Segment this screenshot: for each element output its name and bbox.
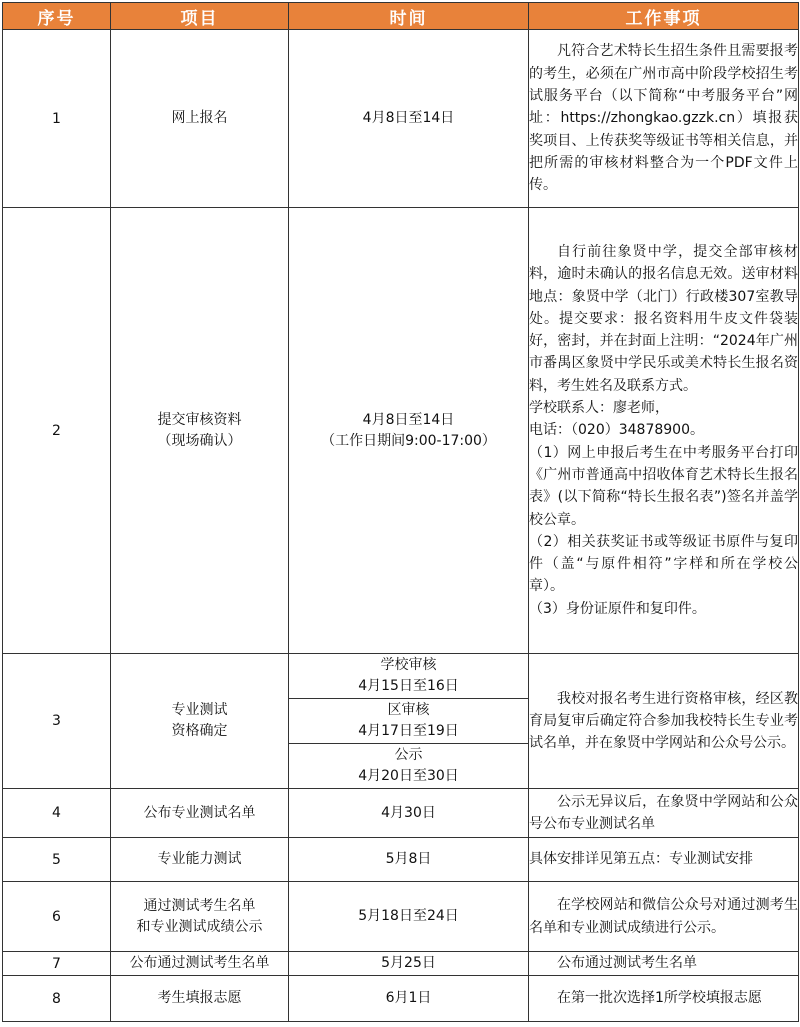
row-item-line: 提交审核资料 [157,411,242,428]
table-row [3,952,799,976]
row-tasks [529,952,799,976]
task-text: 电话：（020）34878900。 [529,422,704,439]
row-time [289,208,529,654]
table-row [3,30,799,208]
row-no: 1 [3,30,111,208]
task-text: 在第一批次选择1所学校填报志愿 [557,990,762,1007]
row-item: 考生填报志愿 [111,976,289,1022]
row-no: 8 [3,976,111,1022]
task-text: 公示无异议后，在象贤中学网站和公众号公布专业测试名单 [529,793,798,832]
row-time-line: 4月8日至14日 [362,411,455,428]
row-tasks [529,208,799,654]
task-text: （1）网上申报后考生在中考服务平台打印《广州市普通高中招收体育艺术特长生报名表》(以下简称“特长生报名表”)签名并盖学校公章。 [529,444,798,528]
row-item-line: （现场确认） [157,432,242,449]
row-item-line: 通过测试考生名单 [143,897,256,914]
row-item-line: 和专业测试成绩公示 [136,918,263,935]
row-tasks [529,976,799,1022]
table-row [3,208,799,654]
header-time: 时间 [289,3,529,30]
task-text: 公布通过测试考生名单 [557,955,697,972]
row-no: 4 [3,789,111,838]
row-time-sub [289,699,529,744]
row-item: 公布通过测试考生名单 [111,952,289,976]
task-text: 学校联系人：廖老师， [529,400,669,417]
row-item-line: 资格确定 [171,723,228,739]
row-no: 6 [3,882,111,952]
row-time: 6月1日 [289,976,529,1022]
task-text: 具体安排详见第五点：专业测试安排 [529,851,753,868]
row-time: 5月18日至24日 [289,882,529,952]
sub-label: 公示 [394,747,423,763]
row-time-sub [289,744,529,789]
sub-dates: 4月17日至19日 [358,723,459,739]
row-time-sub [289,654,529,699]
row-no: 5 [3,838,111,882]
task-text: （2）相关获奖证书或等级证书原件与复印件（盖“与原件相符”字样和所在学校公章）。 [529,533,798,595]
sub-dates: 4月20日至30日 [358,768,459,784]
row-tasks [529,654,799,789]
row-item-line: 专业测试 [171,702,228,718]
sub-label: 学校审核 [380,657,437,673]
row-time: 5月25日 [289,952,529,976]
sub-label: 区审核 [387,702,430,718]
task-text: 凡符合艺术特长生招生条件且需要报考的考生，必须在广州市高中阶段学校招生考试服务平台（以下简称“中考服务平台”网址：https://zhongkao.gzzk.cn）填报获奖项目、上传获奖等级证书等相关信息，并把所需的审核材料整合为一个PDF文件上传。 [529,43,798,194]
table-row [3,789,799,838]
row-no: 2 [3,208,111,654]
table-row [3,976,799,1022]
sub-dates: 4月15日至16日 [358,678,459,694]
header-no: 序号 [3,3,111,30]
row-tasks [529,789,799,838]
row-no: 7 [3,952,111,976]
row-time-line: （工作日期间9:00-17:00） [321,432,496,449]
row-time: 4月8日至14日 [289,30,529,208]
task-text: 自行前往象贤中学，提交全部审核材料，逾时未确认的报名信息无效。送审材料地点：象贤中学（北门）行政楼307室教导处。提交要求：报名资料用牛皮文件袋装好，密封，并在封面上注明：“2024年广州市番禺区象贤中学民乐或美术特长生报名资料，考生姓名及联系方式。 [529,243,798,394]
row-tasks [529,838,799,882]
header-item: 项目 [111,3,289,30]
table-header-row [3,3,799,30]
table-row [3,882,799,952]
schedule-table [2,2,799,1022]
row-tasks [529,30,799,208]
task-text: 我校对报名考生进行资格审核，经区教育局复审后确定符合参加我校特长生专业考试名单，并在象贤中学网站和公众号公示。 [529,690,798,752]
row-time: 5月8日 [289,838,529,882]
row-item: 网上报名 [111,30,289,208]
row-item [111,208,289,654]
row-no: 3 [3,654,111,789]
table-row [3,838,799,882]
row-time: 4月30日 [289,789,529,838]
header-tasks: 工作事项 [529,3,799,30]
row-item [111,654,289,789]
row-item: 公布专业测试名单 [111,789,289,838]
row-item [111,882,289,952]
row-item: 专业能力测试 [111,838,289,882]
task-text: 在学校网站和微信公众号对通过测考生名单和专业测试成绩进行公示。 [529,897,798,936]
task-text: （3）身份证原件和复印件。 [529,600,706,617]
table-row [3,654,799,699]
row-tasks [529,882,799,952]
